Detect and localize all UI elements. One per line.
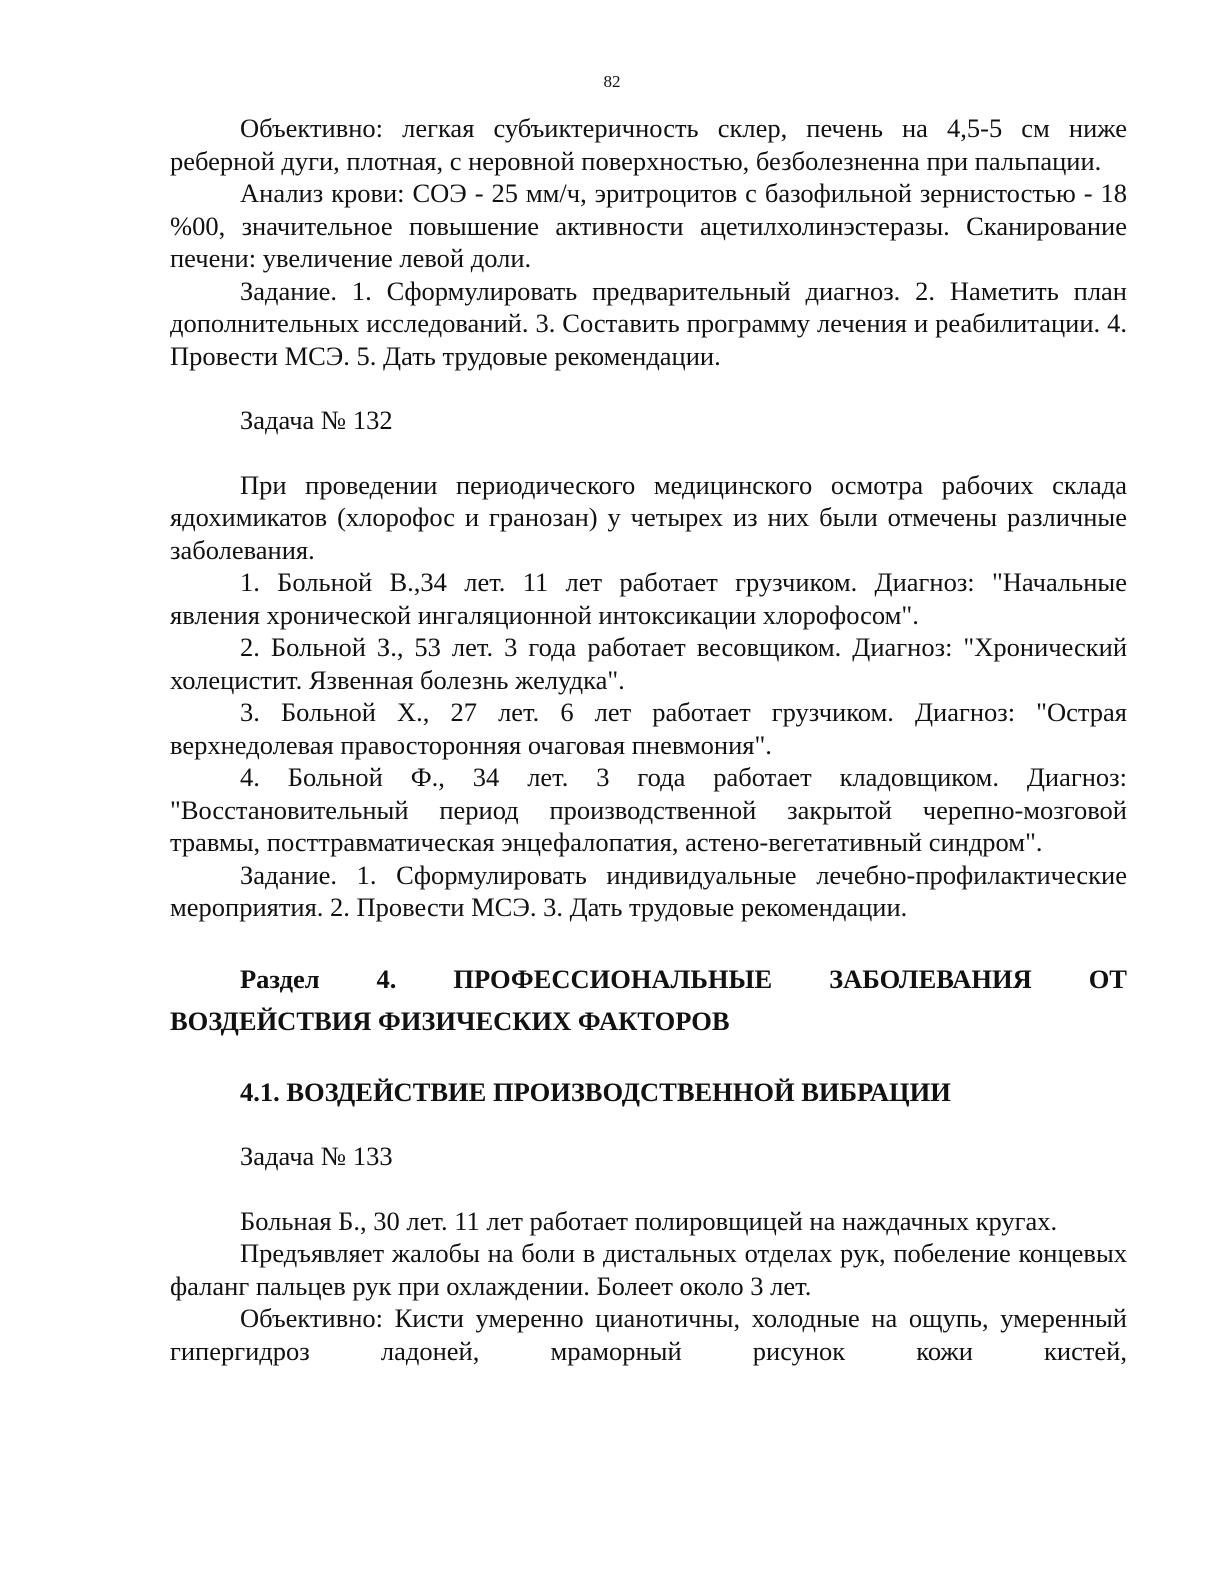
task-133-objective: Объективно: Кисти умеренно цианотичны, холодные на ощупь, умеренный гипергидроз ладоней, мраморный рисунок кожи кистей, <box>170 1303 1127 1366</box>
paragraph-blood-analysis: Анализ крови: СОЭ - 25 мм/ч, эритроцитов с базофильной зернистостью - 18 %00, значительное повышение активности ацетилхолинэстеразы. Сканирование печени: увеличение левой доли. <box>170 178 1127 273</box>
spacer <box>170 1173 1127 1205</box>
task-132-item-1: 1. Больной В.,34 лет. 11 лет работает грузчиком. Диагноз: "Начальные явления хронической ингаляционной интоксикации хлорофосом". <box>170 567 1127 630</box>
subsection-heading: 4.1. ВОЗДЕЙСТВИЕ ПРОИЗВОДСТВЕННОЙ ВИБРАЦИИ <box>240 1076 951 1107</box>
paragraph-assignment: Задание. 1. Сформулировать предварительный диагноз. 2. Наметить план дополнительных исследований. 3. Составить программу лечения и реабилитации. 4. Провести МСЭ. 5. Дать трудовые рекомендации. <box>170 275 1127 371</box>
page-content <box>170 112 1127 1367</box>
task-132-intro: При проведении периодического медицинского осмотра рабочих склада ядохимикатов (хлорофос и гранозан) у четырех из них были отмечены различные заболевания. <box>170 469 1127 565</box>
task-133-complaints: Предъявляет жалобы на боли в дистальных отделах рук, побеление концевых фаланг пальцев рук при охлаждении. Болеет около 3 лет. <box>170 1238 1127 1301</box>
paragraph-objective: Объективно: легкая субъиктеричность склер, печень на 4,5-5 см ниже реберной дуги, плотная, с неровной поверхностью, безболезненна при пальпации. <box>170 113 1127 176</box>
task-132-item-3: 3. Больной Х., 27 лет. 6 лет работает грузчиком. Диагноз: "Острая верхнедолевая правосторонняя очаговая пневмония". <box>170 697 1127 760</box>
page-number: 82 <box>603 72 621 91</box>
task-133-title: Задача № 133 <box>240 1141 393 1171</box>
section-heading: Раздел 4. ПРОФЕССИОНАЛЬНЫЕ ЗАБОЛЕВАНИЯ ОТ ВОЗДЕЙСТВИЯ ФИЗИЧЕСКИХ ФАКТОРОВ <box>170 963 1127 1036</box>
spacer <box>170 1108 1127 1140</box>
spacer <box>170 372 1127 404</box>
task-133-patient: Больная Б., 30 лет. 11 лет работает полировщицей на наждачных кругах. <box>240 1205 1058 1236</box>
task-132-assignment: Задание. 1. Сформулировать индивидуальные лечебно-профилактические мероприятия. 2. Провести МСЭ. 3. Дать трудовые рекомендации. <box>170 859 1127 922</box>
spacer <box>170 924 1127 958</box>
task-132-title: Задача № 132 <box>240 405 393 435</box>
spacer <box>170 1042 1127 1076</box>
task-132-item-2: 2. Больной З., 53 лет. 3 года работает весовщиком. Диагноз: "Хронический холецистит. Язвенная болезнь желудка". <box>170 632 1127 695</box>
task-132-item-4: 4. Больной Ф., 34 лет. 3 года работает кладовщиком. Диагноз: "Восстановительный период производственной закрытой черепно-мозговой травмы, посттравматическая энцефалопатия, астено-вегетативный синдром". <box>170 762 1127 857</box>
spacer <box>170 437 1127 469</box>
